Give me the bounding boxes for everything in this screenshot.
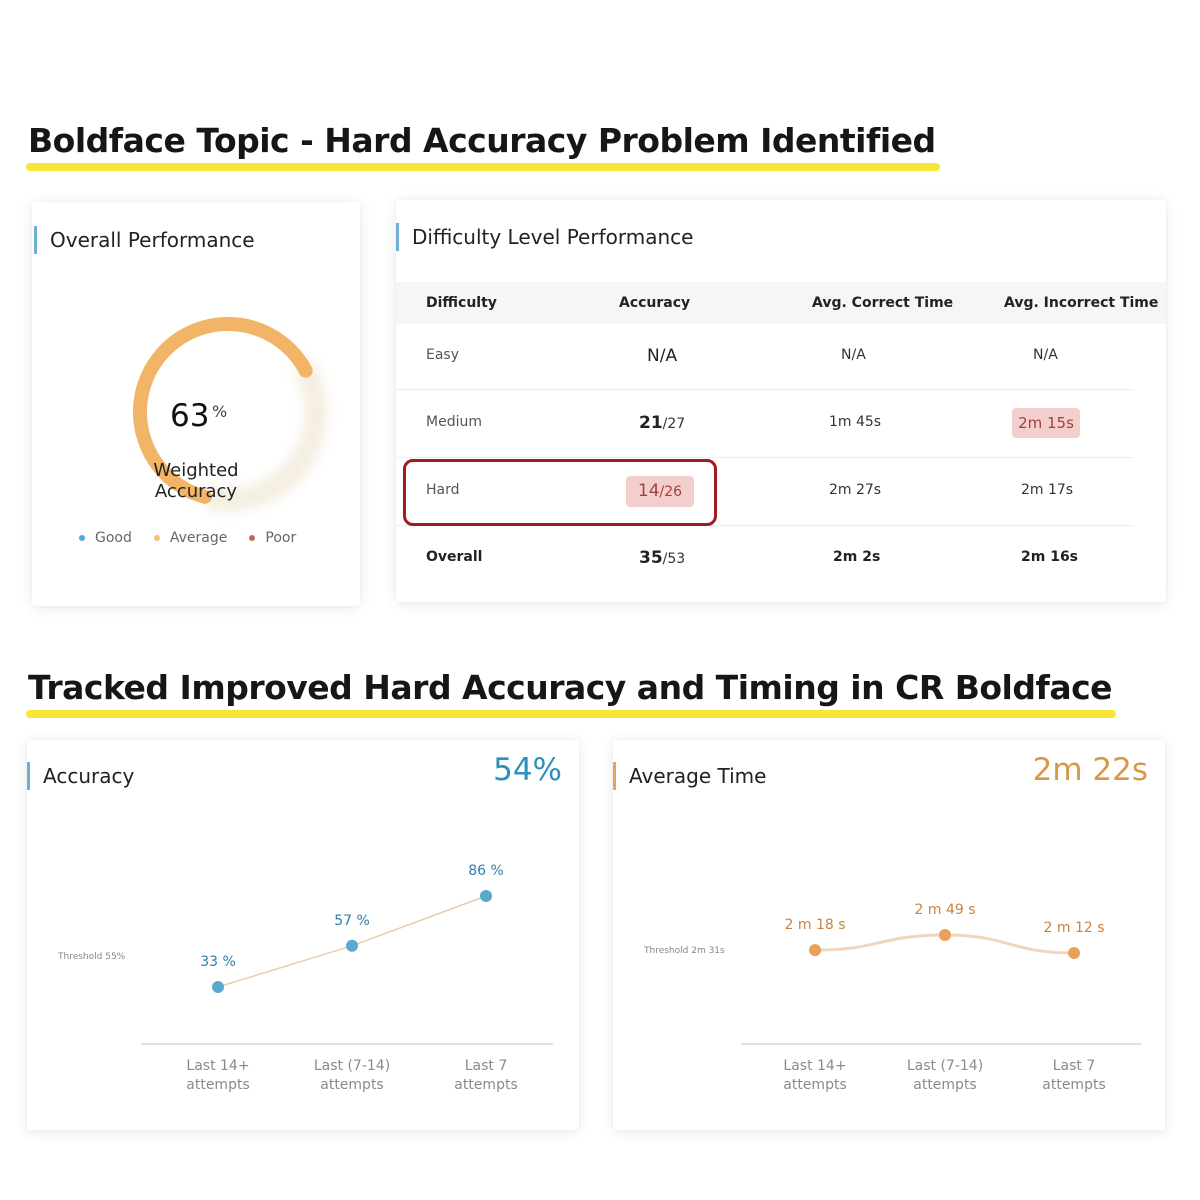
gauge-label: Weighted Accuracy [153,460,239,502]
x-tick-label: Last 14+ attempts [186,1058,250,1093]
heading-highlight [26,163,940,171]
difficulty-performance-card [396,200,1166,602]
data-label: 2 m 49 s [914,902,976,918]
card-title: Accuracy [27,763,134,789]
threshold-label: Threshold 2m 31s [644,946,725,956]
legend-item-poor: Poor [249,530,296,546]
row-correct-time: N/A [841,347,866,363]
incorrect-time-warning-badge: 2m 15s [1012,408,1080,438]
row-divider [396,389,1134,390]
row-accuracy: N/A [647,346,678,366]
data-point [480,890,492,902]
hard-accuracy-warning-badge: 14/26 [626,476,694,507]
row-difficulty: Medium [426,414,482,430]
accuracy-headline-value: 54% [493,752,562,788]
row-difficulty: Hard [426,482,460,498]
legend-item-good: Good [79,530,132,546]
data-point [212,981,224,993]
row-incorrect-time: N/A [1033,347,1058,363]
data-point [939,929,951,941]
header-accuracy: Accuracy [619,295,691,311]
row-divider [396,457,1134,458]
data-point [809,944,821,956]
row-correct-time: 1m 45s [829,414,882,430]
gauge-legend [79,530,296,546]
gauge-unit: % [212,402,228,421]
x-tick-label: Last 7 attempts [1042,1058,1106,1093]
card-title: Overall Performance [34,227,255,253]
average-time-chart-card [613,740,1165,1130]
x-tick-label: Last 14+ attempts [783,1058,847,1093]
header-correct-time: Avg. Correct Time [812,295,954,311]
x-tick-label: Last (7-14) attempts [906,1058,984,1093]
section-heading-problem: Boldface Topic - Hard Accuracy Problem Identified [28,124,936,157]
data-point [346,940,358,952]
x-tick-label: Last (7-14) attempts [313,1058,391,1093]
poor-dot-icon [249,535,255,541]
section-heading-tracked: Tracked Improved Hard Accuracy and Timing in CR Boldface [28,671,1112,704]
overall-performance-card [32,202,360,606]
legend-item-average: Average [154,530,228,546]
average-time-headline-value: 2m 22s [1032,752,1148,788]
gauge-value: 63 [170,398,210,434]
average-dot-icon [154,535,160,541]
header-incorrect-time: Avg. Incorrect Time [1004,295,1159,311]
row-difficulty: Easy [426,347,460,363]
x-tick-label: Last 7 attempts [454,1058,518,1093]
row-correct-time: 2m 27s [829,482,882,498]
header-difficulty: Difficulty [426,295,497,311]
table-header [396,282,1166,324]
row-accuracy: 21/27 [639,413,686,433]
title-accent-bar [396,223,399,251]
hard-row-highlight-box [403,459,717,526]
row-difficulty: Overall [426,549,483,565]
data-label: 2 m 18 s [784,917,846,934]
row-incorrect-time: 2m 16s [1021,549,1079,565]
good-dot-icon [79,535,85,541]
data-label: 57 % [334,912,370,929]
row-incorrect-time: 2m 17s [1021,482,1074,498]
row-accuracy: 35/53 [639,548,686,568]
card-title: Average Time [613,763,766,789]
row-correct-time: 2m 2s [833,549,881,565]
heading-highlight [26,710,1116,718]
threshold-label: Threshold 55% [58,952,126,962]
card-title: Difficulty Level Performance [396,224,693,250]
data-label: 86 % [468,863,504,879]
data-label: 33 % [200,954,236,970]
data-label: 2 m 12 s [1043,920,1105,936]
data-point [1068,947,1080,959]
accuracy-chart-card [27,740,579,1130]
